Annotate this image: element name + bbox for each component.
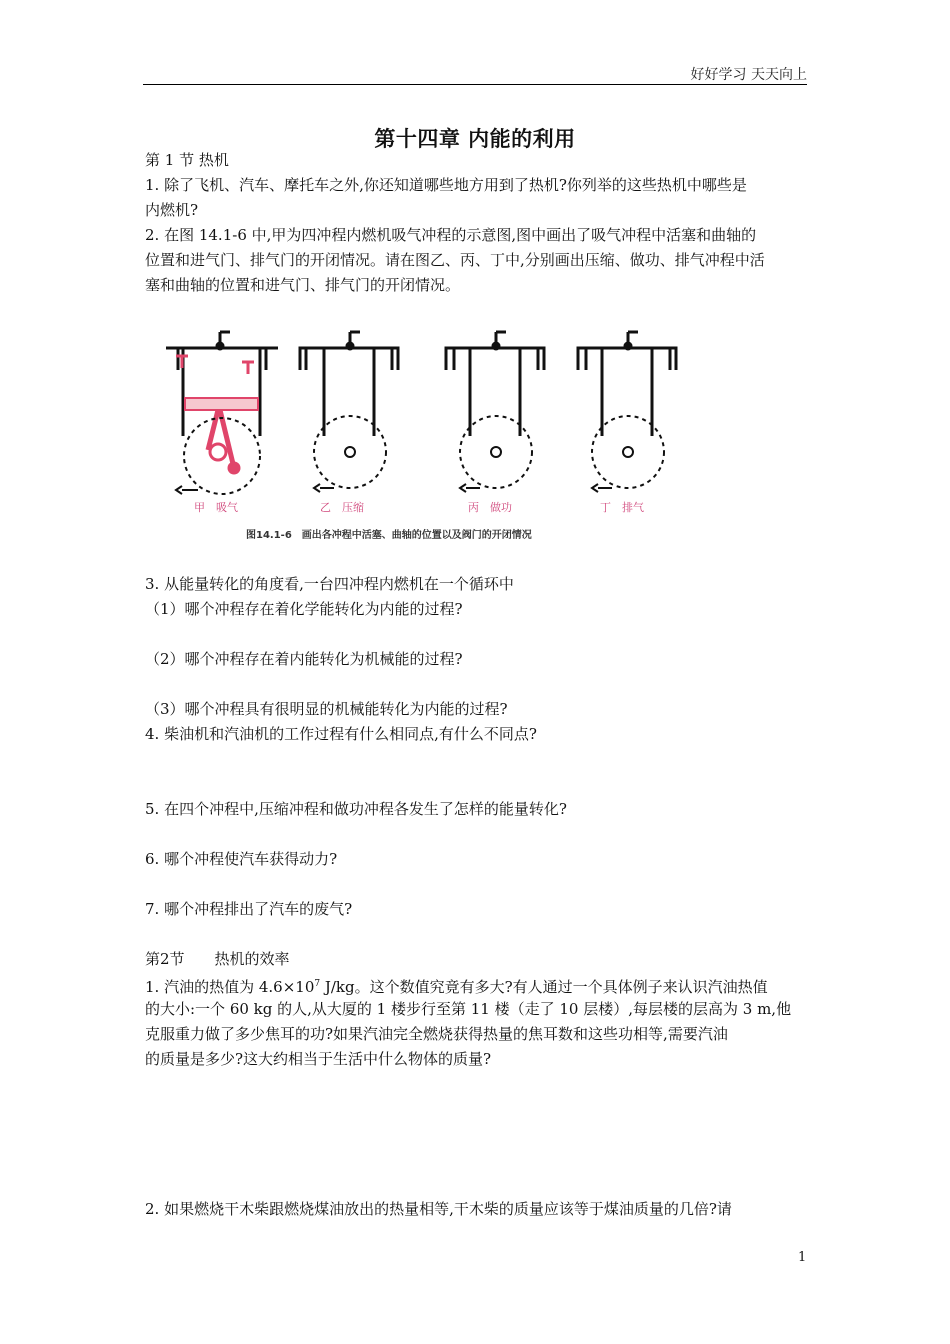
question-3-part-1: （1）哪个冲程存在着化学能转化为内能的过程? — [145, 600, 463, 618]
question-2-line-2: 位置和进气门、排气门的开闭情况。请在图乙、丙、丁中,分别画出压缩、做功、排气冲程中活 — [145, 251, 765, 269]
question-3-part-3: （3）哪个冲程具有很明显的机械能转化为内能的过程? — [145, 700, 508, 718]
question-6: 6. 哪个冲程使汽车获得动力? — [145, 850, 338, 868]
s2-question-1-line-2: 的大小:一个 60 kg 的人,从大厦的 1 楼步行至第 11 楼（走了 10 层楼）,每层楼的层高为 3 m,他 — [145, 1000, 792, 1018]
s2-question-1-line-4: 的质量是多少?这大约相当于生活中什么物体的质量? — [145, 1050, 492, 1068]
figure-label-bing: 丙 做功 — [468, 501, 512, 514]
section1-heading: 第 1 节 热机 — [145, 151, 229, 169]
chapter-title: 第十四章 内能的利用 — [374, 126, 576, 151]
question-4: 4. 柴油机和汽油机的工作过程有什么相同点,有什么不同点? — [145, 725, 537, 743]
engine-diagram-bing — [446, 332, 544, 492]
s2-question-1-line-3: 克服重力做了多少焦耳的功?如果汽油完全燃烧获得热量的焦耳数和这些功相等,需要汽油 — [145, 1025, 728, 1043]
page-header-text: 好好学习 天天向上 — [690, 67, 807, 83]
figure-caption: 图14.1-6 画出各冲程中活塞、曲轴的位置以及阀门的开闭情况 — [246, 530, 532, 541]
question-1-line-2: 内燃机? — [145, 201, 199, 219]
figure-label-ding: 丁 排气 — [600, 501, 644, 514]
question-5: 5. 在四个冲程中,压缩冲程和做功冲程各发生了怎样的能量转化? — [145, 800, 567, 818]
question-2-line-3: 塞和曲轴的位置和进气门、排气门的开闭情况。 — [145, 276, 461, 294]
figure-label-jia: 甲 吸气 — [194, 501, 238, 514]
question-2-line-1: 2. 在图 14.1-6 中,甲为四冲程内燃机吸气冲程的示意图,图中画出了吸气冲程中活塞和曲轴的 — [145, 226, 757, 244]
page-number: 1 — [798, 1250, 807, 1265]
engine-stroke-figure — [158, 318, 698, 548]
s2-question-1-line-1: 1. 汽油的热值为 $4.6\times 10^7$ J/kg。这个数值究竟有多大?有人通过一个具体例子来认识汽油热值 — [145, 978, 768, 996]
s2-question-2: 2. 如果燃烧干木柴跟燃烧煤油放出的热量相等,干木柴的质量应该等于煤油质量的几倍?请 — [145, 1200, 732, 1218]
question-3-part-2: （2）哪个冲程存在着内能转化为机械能的过程? — [145, 650, 463, 668]
engine-diagram-jia — [166, 332, 278, 494]
header-rule — [143, 84, 807, 85]
question-7: 7. 哪个冲程排出了汽车的废气? — [145, 900, 353, 918]
engine-diagram-yi — [300, 332, 398, 492]
section2-heading: 第2节 热机的效率 — [145, 950, 290, 968]
question-3: 3. 从能量转化的角度看,一台四冲程内燃机在一个循环中 — [145, 575, 514, 593]
engine-diagram-ding — [578, 332, 676, 492]
question-1-line-1: 1. 除了飞机、汽车、摩托车之外,你还知道哪些地方用到了热机?你列举的这些热机中哪些是 — [145, 176, 747, 194]
figure-label-yi: 乙 压缩 — [320, 501, 364, 514]
